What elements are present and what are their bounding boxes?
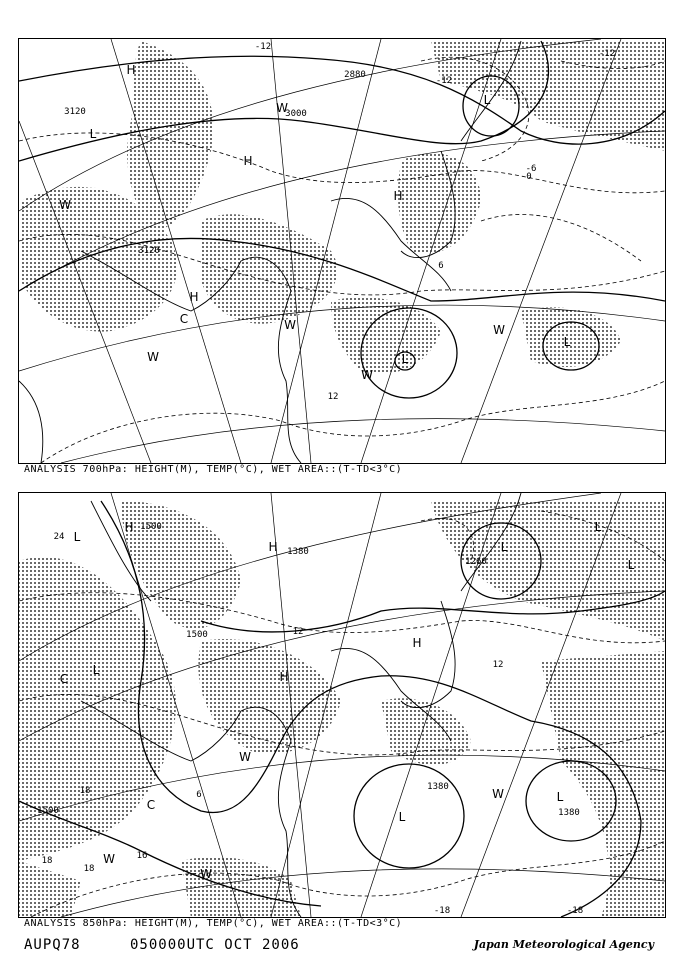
pressure-center-l: L bbox=[401, 352, 409, 366]
pressure-center-w: W bbox=[200, 867, 212, 881]
contour-label: 1260 bbox=[465, 557, 487, 567]
contour-label: 1380 bbox=[287, 547, 309, 557]
pressure-center-h: H bbox=[393, 189, 403, 203]
wet-area bbox=[19, 501, 665, 917]
pressure-center-w: W bbox=[147, 350, 159, 364]
pressure-center-l: L bbox=[73, 530, 81, 544]
pressure-center-h: H bbox=[412, 636, 422, 650]
valid-time: 050000UTC OCT 2006 bbox=[130, 937, 300, 953]
wet-area bbox=[21, 41, 665, 374]
contour-label: 1500 bbox=[140, 522, 162, 532]
pressure-center-w: W bbox=[239, 750, 251, 764]
contour-label: 3120 bbox=[138, 246, 160, 256]
pressure-center-h: H bbox=[124, 520, 134, 534]
pressure-center-l: L bbox=[89, 127, 97, 141]
chart-700hpa bbox=[18, 38, 666, 464]
contour-label: -12 bbox=[435, 76, 453, 86]
pressure-center-h: H bbox=[126, 63, 136, 77]
contour-label: -18 bbox=[566, 906, 584, 916]
contour-label: 12 bbox=[292, 627, 304, 637]
contour-label: 12 bbox=[327, 392, 339, 402]
contour-label: 1380 bbox=[427, 782, 449, 792]
contour-label: 18 bbox=[41, 856, 53, 866]
pressure-center-w: W bbox=[59, 198, 71, 212]
pressure-center-h: H bbox=[189, 290, 199, 304]
pressure-center-w: W bbox=[103, 852, 115, 866]
contour-label: 6 bbox=[196, 790, 202, 800]
contour-label: 16 bbox=[136, 851, 148, 861]
agency-name: Japan Meteorological Agency bbox=[473, 938, 654, 951]
pressure-center-w: W bbox=[361, 368, 373, 382]
pressure-center-c: C bbox=[179, 312, 189, 326]
pressure-center-l: L bbox=[92, 663, 100, 677]
pressure-center-l: L bbox=[483, 93, 491, 107]
pressure-center-c: C bbox=[146, 798, 156, 812]
pressure-center-h: H bbox=[279, 670, 289, 684]
pressure-center-h: H bbox=[243, 154, 253, 168]
contour-label: 3120 bbox=[64, 107, 86, 117]
contour-label: -12 bbox=[254, 42, 272, 52]
map-700hpa-svg bbox=[19, 39, 665, 463]
pressure-center-w: W bbox=[492, 787, 504, 801]
pressure-center-l: L bbox=[556, 790, 564, 804]
contour-label: -18 bbox=[433, 906, 451, 916]
pressure-center-l: L bbox=[398, 810, 406, 824]
contour-label: 3000 bbox=[285, 109, 307, 119]
pressure-center-w: W bbox=[276, 101, 288, 115]
contour-label: 1380 bbox=[558, 808, 580, 818]
pressure-center-c: C bbox=[59, 672, 69, 686]
pressure-center-l: L bbox=[563, 335, 571, 349]
pressure-center-w: W bbox=[284, 318, 296, 332]
contour-label: -12 bbox=[598, 49, 616, 59]
pressure-center-w: W bbox=[493, 323, 505, 337]
contour-label: 24 bbox=[53, 532, 65, 542]
contour-label: 18 bbox=[83, 864, 95, 874]
contour-label: 12 bbox=[492, 660, 504, 670]
contour-label: 1500 bbox=[37, 806, 59, 816]
caption-700hpa: ANALYSIS 700hPa: HEIGHT(M), TEMP(°C), WET AREA::(T-TD<3°C) bbox=[24, 464, 403, 475]
pressure-center-h: H bbox=[268, 540, 278, 554]
contour-label: 6 bbox=[438, 261, 444, 271]
contour-label: 2880 bbox=[344, 70, 366, 80]
pressure-center-l: L bbox=[500, 540, 508, 554]
contour-label: -6 bbox=[525, 164, 537, 174]
contour-label: 1500 bbox=[186, 630, 208, 640]
chart-850hpa bbox=[18, 492, 666, 918]
caption-850hpa: ANALYSIS 850hPa: HEIGHT(M), TEMP(°C), WET AREA::(T-TD<3°C) bbox=[24, 918, 403, 929]
pressure-center-l: L bbox=[594, 520, 602, 534]
contour-label: 18 bbox=[79, 786, 91, 796]
contour-label: 0 bbox=[526, 172, 532, 182]
chart-code: AUPQ78 bbox=[24, 937, 81, 953]
map-850hpa-svg bbox=[19, 493, 665, 917]
pressure-center-l: L bbox=[627, 558, 635, 572]
